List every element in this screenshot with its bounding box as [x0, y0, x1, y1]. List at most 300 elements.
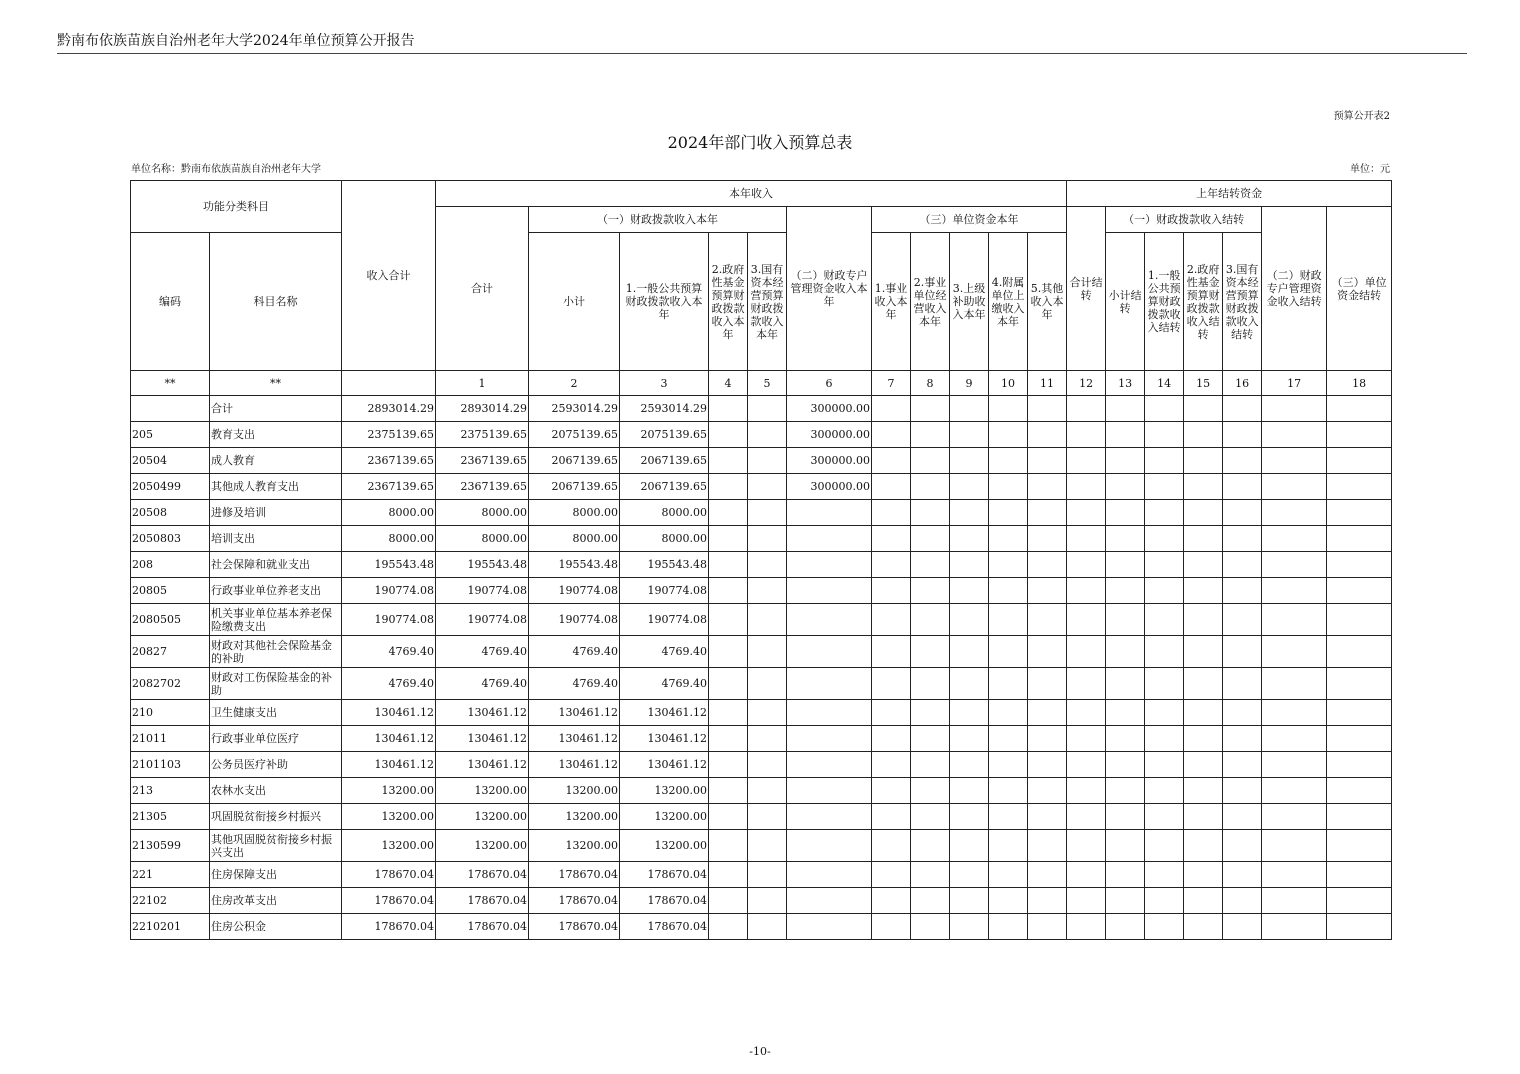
row-name-cell: 社会保障和就业支出 [210, 552, 342, 578]
row-empty-cell [911, 830, 950, 862]
row-total-income-cell: 2367139.65 [342, 474, 436, 500]
table-row [131, 668, 1392, 700]
row-empty-cell [872, 422, 911, 448]
row-empty-cell [1184, 804, 1223, 830]
row-empty-cell [1067, 636, 1106, 668]
row-empty-cell [911, 804, 950, 830]
row-empty-cell [1067, 448, 1106, 474]
row-empty-cell [950, 778, 989, 804]
row-code-cell: 221 [131, 862, 210, 888]
row-sum-cell: 195543.48 [436, 552, 529, 578]
row-empty-cell [872, 700, 911, 726]
row-empty-cell [1262, 726, 1327, 752]
row-empty-cell [1028, 778, 1067, 804]
table-row [131, 726, 1392, 752]
table-row [131, 474, 1392, 500]
row-empty-cell [1145, 500, 1184, 526]
row-sum-cell: 2367139.65 [436, 474, 529, 500]
row-state-capital-cell [748, 604, 787, 636]
row-empty-cell [1067, 862, 1106, 888]
row-state-capital-cell [748, 830, 787, 862]
row-empty-cell [989, 552, 1028, 578]
row-empty-cell [911, 526, 950, 552]
row-special-current-cell [787, 636, 872, 668]
row-gov-fund-cell [709, 752, 748, 778]
row-empty-cell [1067, 778, 1106, 804]
row-code-cell: 213 [131, 778, 210, 804]
row-empty-cell [1262, 888, 1327, 914]
row-state-capital-cell [748, 862, 787, 888]
row-empty-cell [1262, 700, 1327, 726]
row-empty-cell [1223, 422, 1262, 448]
row-total-income-cell: 2367139.65 [342, 448, 436, 474]
row-empty-cell [911, 552, 950, 578]
row-empty-cell [911, 888, 950, 914]
row-gov-fund-cell [709, 700, 748, 726]
row-empty-cell [1028, 578, 1067, 604]
row-empty-cell [950, 804, 989, 830]
row-empty-cell [1262, 914, 1327, 940]
row-general-budget-cell: 178670.04 [620, 862, 709, 888]
row-empty-cell [1067, 526, 1106, 552]
document-header-title: 黔南布依族苗族自治州老年大学2024年单位预算公开报告 [57, 33, 415, 49]
row-empty-cell [1184, 700, 1223, 726]
row-empty-cell [1223, 578, 1262, 604]
row-empty-cell [872, 830, 911, 862]
row-empty-cell [1223, 914, 1262, 940]
row-empty-cell [1106, 552, 1145, 578]
row-special-current-cell [787, 830, 872, 862]
row-code-cell: 20805 [131, 578, 210, 604]
row-empty-cell [1223, 752, 1262, 778]
row-code-cell: 2210201 [131, 914, 210, 940]
row-state-capital-cell [748, 422, 787, 448]
row-empty-cell [1106, 422, 1145, 448]
row-subtotal-cell: 8000.00 [529, 500, 620, 526]
row-empty-cell [1262, 526, 1327, 552]
row-empty-cell [1184, 914, 1223, 940]
row-empty-cell [1262, 752, 1327, 778]
row-empty-cell [1223, 448, 1262, 474]
table-row [131, 552, 1392, 578]
row-general-budget-cell: 190774.08 [620, 578, 709, 604]
row-empty-cell [1028, 804, 1067, 830]
row-empty-cell [1028, 700, 1067, 726]
row-special-current-cell [787, 752, 872, 778]
row-empty-cell [1223, 396, 1262, 422]
row-empty-cell [1262, 552, 1327, 578]
row-empty-cell [989, 396, 1028, 422]
row-empty-cell [1145, 604, 1184, 636]
row-gov-fund-cell [709, 448, 748, 474]
row-state-capital-cell [748, 804, 787, 830]
row-empty-cell [872, 448, 911, 474]
row-name-cell: 成人教育 [210, 448, 342, 474]
row-empty-cell [1145, 830, 1184, 862]
row-sum-cell: 190774.08 [436, 604, 529, 636]
row-code-cell: 22102 [131, 888, 210, 914]
row-name-cell: 行政事业单位养老支出 [210, 578, 342, 604]
row-empty-cell [1327, 888, 1392, 914]
row-code-cell: 205 [131, 422, 210, 448]
row-sum-cell: 8000.00 [436, 500, 529, 526]
row-empty-cell [989, 700, 1028, 726]
table-row [131, 500, 1392, 526]
row-empty-cell [1262, 830, 1327, 862]
column-index-cell [342, 371, 436, 396]
header-biz-income: 1.事业收入本年 [872, 233, 911, 371]
row-state-capital-cell [748, 636, 787, 668]
row-empty-cell [1184, 396, 1223, 422]
row-total-income-cell: 2893014.29 [342, 396, 436, 422]
row-empty-cell [950, 726, 989, 752]
row-sum-cell: 13200.00 [436, 804, 529, 830]
row-subtotal-cell: 2067139.65 [529, 474, 620, 500]
row-general-budget-cell: 13200.00 [620, 804, 709, 830]
column-index-cell: 9 [950, 371, 989, 396]
row-general-budget-cell: 178670.04 [620, 914, 709, 940]
row-subtotal-cell: 130461.12 [529, 752, 620, 778]
row-total-income-cell: 178670.04 [342, 862, 436, 888]
row-special-current-cell [787, 578, 872, 604]
row-empty-cell [989, 422, 1028, 448]
row-empty-cell [1184, 526, 1223, 552]
row-general-budget-cell: 130461.12 [620, 752, 709, 778]
row-gov-fund-cell [709, 422, 748, 448]
table-row [131, 778, 1392, 804]
row-empty-cell [1223, 778, 1262, 804]
row-gov-fund-cell [709, 526, 748, 552]
row-empty-cell [1028, 552, 1067, 578]
row-general-budget-cell: 13200.00 [620, 778, 709, 804]
row-empty-cell [872, 578, 911, 604]
row-empty-cell [872, 474, 911, 500]
row-empty-cell [989, 526, 1028, 552]
row-special-current-cell [787, 862, 872, 888]
row-empty-cell [1106, 636, 1145, 668]
row-general-budget-cell: 4769.40 [620, 636, 709, 668]
row-empty-cell [1028, 888, 1067, 914]
row-name-cell: 机关事业单位基本养老保险缴费支出 [210, 604, 342, 636]
row-code-cell: 2082702 [131, 668, 210, 700]
row-gov-fund-cell [709, 804, 748, 830]
currency-unit: 单位：元 [1350, 164, 1390, 175]
row-empty-cell [1184, 726, 1223, 752]
row-special-current-cell [787, 700, 872, 726]
row-empty-cell [1327, 474, 1392, 500]
row-total-income-cell: 190774.08 [342, 604, 436, 636]
row-empty-cell [1106, 726, 1145, 752]
row-state-capital-cell [748, 552, 787, 578]
row-empty-cell [989, 888, 1028, 914]
row-special-current-cell [787, 778, 872, 804]
row-empty-cell [1145, 526, 1184, 552]
header-divider [57, 53, 1467, 54]
row-empty-cell [1145, 448, 1184, 474]
row-empty-cell [1106, 474, 1145, 500]
table-row [131, 636, 1392, 668]
row-name-cell: 财政对工伤保险基金的补助 [210, 668, 342, 700]
row-subtotal-cell: 130461.12 [529, 726, 620, 752]
row-general-budget-cell: 2593014.29 [620, 396, 709, 422]
column-index-cell: 17 [1262, 371, 1327, 396]
row-empty-cell [989, 804, 1028, 830]
row-general-budget-cell: 8000.00 [620, 526, 709, 552]
row-empty-cell [1028, 396, 1067, 422]
row-empty-cell [1067, 604, 1106, 636]
row-code-cell: 21305 [131, 804, 210, 830]
row-empty-cell [1262, 500, 1327, 526]
row-empty-cell [1184, 668, 1223, 700]
row-total-income-cell: 4769.40 [342, 668, 436, 700]
row-sum-cell: 13200.00 [436, 778, 529, 804]
row-total-income-cell: 2375139.65 [342, 422, 436, 448]
column-index-cell: 8 [911, 371, 950, 396]
row-empty-cell [1223, 500, 1262, 526]
row-empty-cell [1028, 604, 1067, 636]
row-empty-cell [1145, 636, 1184, 668]
row-empty-cell [872, 396, 911, 422]
row-empty-cell [1028, 422, 1067, 448]
row-empty-cell [911, 778, 950, 804]
row-empty-cell [1067, 396, 1106, 422]
row-special-current-cell [787, 500, 872, 526]
row-empty-cell [1067, 668, 1106, 700]
row-gov-fund-cell [709, 578, 748, 604]
row-special-current-cell [787, 888, 872, 914]
row-sum-cell: 178670.04 [436, 914, 529, 940]
header-unit-carry: （三）单位资金结转 [1327, 207, 1392, 371]
row-total-income-cell: 8000.00 [342, 526, 436, 552]
column-index-cell: ** [210, 371, 342, 396]
row-total-income-cell: 8000.00 [342, 500, 436, 526]
row-state-capital-cell [748, 778, 787, 804]
row-empty-cell [950, 552, 989, 578]
header-total-income: 收入合计 [342, 181, 436, 371]
table-row [131, 862, 1392, 888]
row-name-cell: 其他巩固脱贫衔接乡村振兴支出 [210, 830, 342, 862]
row-empty-cell [1145, 700, 1184, 726]
row-sum-cell: 190774.08 [436, 578, 529, 604]
table-row [131, 448, 1392, 474]
header-fiscal-carry: （一）财政拨款收入结转 [1106, 207, 1262, 233]
row-empty-cell [1067, 752, 1106, 778]
row-sum-cell: 2367139.65 [436, 448, 529, 474]
row-empty-cell [872, 552, 911, 578]
row-code-cell: 2050803 [131, 526, 210, 552]
row-gov-fund-cell [709, 914, 748, 940]
row-empty-cell [911, 474, 950, 500]
column-index-cell: 13 [1106, 371, 1145, 396]
row-empty-cell [1067, 552, 1106, 578]
header-name: 科目名称 [210, 233, 342, 371]
row-empty-cell [950, 830, 989, 862]
row-special-current-cell: 300000.00 [787, 474, 872, 500]
row-empty-cell [1184, 552, 1223, 578]
header-current-year-income: 本年收入 [436, 181, 1067, 207]
row-name-cell: 合计 [210, 396, 342, 422]
row-total-income-cell: 130461.12 [342, 726, 436, 752]
row-empty-cell [1067, 422, 1106, 448]
row-state-capital-cell [748, 668, 787, 700]
header-func-category: 功能分类科目 [131, 181, 342, 233]
row-code-cell: 208 [131, 552, 210, 578]
row-empty-cell [1067, 700, 1106, 726]
row-total-income-cell: 13200.00 [342, 778, 436, 804]
row-empty-cell [1145, 862, 1184, 888]
row-empty-cell [1327, 778, 1392, 804]
row-empty-cell [1184, 422, 1223, 448]
row-empty-cell [1028, 668, 1067, 700]
row-empty-cell [1067, 804, 1106, 830]
row-general-budget-cell: 195543.48 [620, 552, 709, 578]
row-empty-cell [989, 668, 1028, 700]
row-empty-cell [872, 862, 911, 888]
column-index-cell: 3 [620, 371, 709, 396]
row-name-cell: 住房保障支出 [210, 862, 342, 888]
row-code-cell: 21011 [131, 726, 210, 752]
row-empty-cell [872, 752, 911, 778]
header-carry-over-funds: 上年结转资金 [1067, 181, 1392, 207]
row-subtotal-cell: 2593014.29 [529, 396, 620, 422]
row-gov-fund-cell [709, 862, 748, 888]
column-index-cell: 11 [1028, 371, 1067, 396]
row-empty-cell [1106, 830, 1145, 862]
row-general-budget-cell: 130461.12 [620, 700, 709, 726]
row-empty-cell [989, 778, 1028, 804]
row-gov-fund-cell [709, 474, 748, 500]
row-code-cell: 20504 [131, 448, 210, 474]
row-subtotal-cell: 13200.00 [529, 804, 620, 830]
row-empty-cell [1184, 636, 1223, 668]
row-sum-cell: 2893014.29 [436, 396, 529, 422]
row-empty-cell [911, 914, 950, 940]
row-empty-cell [1145, 888, 1184, 914]
table-row [131, 396, 1392, 422]
column-index-cell: 7 [872, 371, 911, 396]
row-empty-cell [1223, 552, 1262, 578]
row-subtotal-cell: 178670.04 [529, 914, 620, 940]
row-empty-cell [1223, 726, 1262, 752]
row-empty-cell [950, 752, 989, 778]
row-name-cell: 住房公积金 [210, 914, 342, 940]
row-empty-cell [1262, 422, 1327, 448]
column-index-cell: 14 [1145, 371, 1184, 396]
row-empty-cell [1223, 604, 1262, 636]
row-empty-cell [1327, 804, 1392, 830]
row-empty-cell [950, 668, 989, 700]
row-empty-cell [1028, 636, 1067, 668]
row-empty-cell [872, 778, 911, 804]
row-subtotal-cell: 2075139.65 [529, 422, 620, 448]
row-sum-cell: 4769.40 [436, 668, 529, 700]
header-general-budget: 1.一般公共预算财政拨款收入本年 [620, 233, 709, 371]
row-empty-cell [1067, 500, 1106, 526]
column-index-row [131, 371, 1392, 396]
row-empty-cell [1262, 804, 1327, 830]
row-code-cell: 2101103 [131, 752, 210, 778]
row-code-cell: 2050499 [131, 474, 210, 500]
row-total-income-cell: 130461.12 [342, 752, 436, 778]
header-gov-fund: 2.政府性基金预算财政拨款收入本年 [709, 233, 748, 371]
row-special-current-cell [787, 668, 872, 700]
table-row [131, 888, 1392, 914]
row-sum-cell: 178670.04 [436, 888, 529, 914]
column-index-cell: 10 [989, 371, 1028, 396]
column-index-cell: 15 [1184, 371, 1223, 396]
row-empty-cell [989, 578, 1028, 604]
row-state-capital-cell [748, 526, 787, 552]
row-total-income-cell: 4769.40 [342, 636, 436, 668]
row-empty-cell [1327, 526, 1392, 552]
report-title: 2024年部门收入预算总表 [667, 133, 853, 152]
row-empty-cell [1223, 526, 1262, 552]
header-carry-total: 合计结转 [1067, 207, 1106, 371]
header-sum: 合计 [436, 207, 529, 371]
row-empty-cell [1028, 862, 1067, 888]
row-empty-cell [950, 636, 989, 668]
row-empty-cell [1106, 500, 1145, 526]
table-row [131, 914, 1392, 940]
row-general-budget-cell: 2067139.65 [620, 474, 709, 500]
row-empty-cell [950, 396, 989, 422]
row-empty-cell [1262, 778, 1327, 804]
row-empty-cell [1028, 526, 1067, 552]
row-empty-cell [989, 862, 1028, 888]
header-biz-unit-income: 2.事业单位经营收入本年 [911, 233, 950, 371]
table-row [131, 700, 1392, 726]
unit-name: 单位名称：黔南布依族苗族自治州老年大学 [131, 164, 321, 175]
row-empty-cell [1223, 636, 1262, 668]
table-row [131, 526, 1392, 552]
row-empty-cell [1067, 830, 1106, 862]
row-gov-fund-cell [709, 888, 748, 914]
row-empty-cell [1327, 396, 1392, 422]
row-empty-cell [1327, 636, 1392, 668]
row-empty-cell [1223, 888, 1262, 914]
header-carry-subtotal: 小计结转 [1106, 233, 1145, 371]
row-empty-cell [1067, 726, 1106, 752]
row-name-cell: 住房改革支出 [210, 888, 342, 914]
row-state-capital-cell [748, 500, 787, 526]
row-general-budget-cell: 8000.00 [620, 500, 709, 526]
row-gov-fund-cell [709, 830, 748, 862]
row-empty-cell [1262, 578, 1327, 604]
row-empty-cell [1028, 448, 1067, 474]
row-empty-cell [1327, 752, 1392, 778]
row-total-income-cell: 130461.12 [342, 700, 436, 726]
row-general-budget-cell: 2075139.65 [620, 422, 709, 448]
row-state-capital-cell [748, 578, 787, 604]
row-subtotal-cell: 190774.08 [529, 578, 620, 604]
row-sum-cell: 13200.00 [436, 830, 529, 862]
row-general-budget-cell: 178670.04 [620, 888, 709, 914]
header-other-income: 5.其他收入本年 [1028, 233, 1067, 371]
row-empty-cell [989, 474, 1028, 500]
row-empty-cell [1145, 552, 1184, 578]
row-empty-cell [1028, 752, 1067, 778]
row-subtotal-cell: 190774.08 [529, 604, 620, 636]
row-state-capital-cell [748, 726, 787, 752]
row-name-cell: 教育支出 [210, 422, 342, 448]
row-empty-cell [911, 500, 950, 526]
row-empty-cell [1145, 396, 1184, 422]
row-empty-cell [950, 422, 989, 448]
row-name-cell: 其他成人教育支出 [210, 474, 342, 500]
row-gov-fund-cell [709, 668, 748, 700]
row-general-budget-cell: 4769.40 [620, 668, 709, 700]
row-name-cell: 公务员医疗补助 [210, 752, 342, 778]
